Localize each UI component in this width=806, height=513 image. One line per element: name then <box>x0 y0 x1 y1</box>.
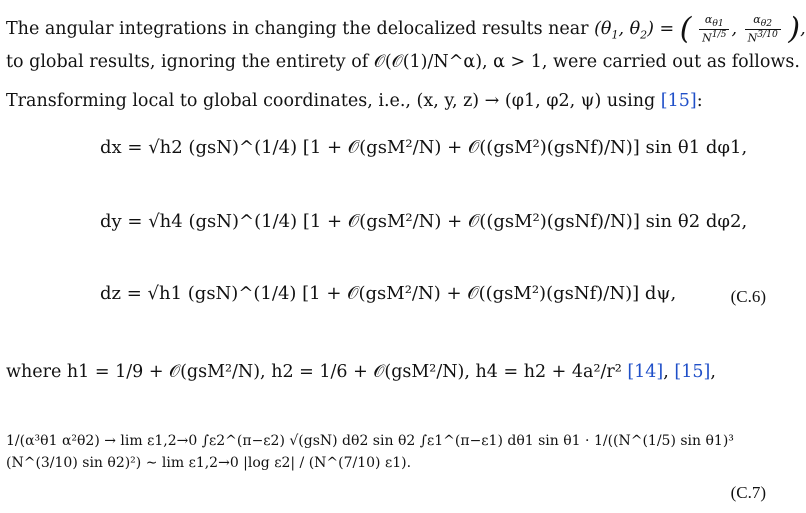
fraction-alpha1: $\frac{\alpha_{\theta 1}}{N^{1/5}}$ <box>699 14 729 45</box>
citation-14[interactable]: [14] <box>627 362 664 382</box>
where-prefix: where <box>6 362 67 382</box>
where-end: , <box>710 362 716 382</box>
where-sep: , <box>663 362 675 382</box>
equation-label-c6: (C.6) <box>730 287 766 306</box>
where-h1: h1 = 1/9 + 𝒪(gsM²/N), <box>66 362 266 382</box>
theta-pair: ($\theta_1$, $\theta_2$) = ( $\frac{\alpha_{\theta 1}}{N^{1/5}}$ , $\frac{\alpha_{\theta 2}}{N^{3/10}}$ ), <box>594 11 806 47</box>
where-line <box>6 361 716 383</box>
citation-15-second[interactable]: [15] <box>674 362 711 382</box>
line3-prefix: Transforming local to global coordinates, i.e., (x, y, z) → (φ1, φ2, ψ) using <box>6 91 661 111</box>
line2-text: to global results, ignoring the entirety of 𝒪(𝒪(1)/N^α), α > 1, were carried out as follows. <box>6 52 800 72</box>
equation-dz <box>100 283 676 304</box>
equation-dx <box>100 137 747 158</box>
equation-c7-text: 1/(α³θ1 α²θ2) → lim ε1,2→0 ∫ε2^(π−ε2) √(gsN) dθ2 sin θ2 ∫ε1^(π−ε1) dθ1 sin θ1 · 1/((N^(1/5) sin θ1)³ (N^(3/10) sin θ2)²) ∼ lim ε1,2→0 |log ε2| / (N^(7/10) ε1). <box>6 433 734 471</box>
paragraph-line-1 <box>6 11 806 47</box>
where-h2: h2 = 1/6 + 𝒪(gsM²/N), <box>271 362 470 382</box>
line1-prefix: The angular integrations in changing the delocalized results near <box>6 19 595 40</box>
citation-15[interactable]: [15] <box>660 91 697 111</box>
equation-label-c7: (C.7) <box>730 483 766 502</box>
where-h4: h4 = h2 + 4a²/r² <box>475 362 622 382</box>
paragraph-line-3 <box>6 90 703 112</box>
equation-dy-text: dy = √h4 (gsN)^(1/4) [1 + 𝒪(gsM²/N) + 𝒪((gsM²)(gsNf)/N)] sin θ2 dφ2, <box>100 211 748 232</box>
line3-suffix: : <box>696 91 703 111</box>
fraction-alpha2: $\frac{\alpha_{\theta 2}}{N^{3/10}}$ <box>745 14 781 45</box>
paragraph-line-2 <box>6 51 800 73</box>
equation-c7 <box>6 430 786 474</box>
equation-dy <box>100 211 747 232</box>
equation-dx-text: dx = √h2 (gsN)^(1/4) [1 + 𝒪(gsM²/N) + 𝒪((gsM²)(gsNf)/N)] sin θ1 dφ1, <box>100 137 748 158</box>
equation-dz-text: dz = √h1 (gsN)^(1/4) [1 + 𝒪(gsM²/N) + 𝒪((gsM²)(gsNf)/N)] dψ, <box>100 283 677 304</box>
